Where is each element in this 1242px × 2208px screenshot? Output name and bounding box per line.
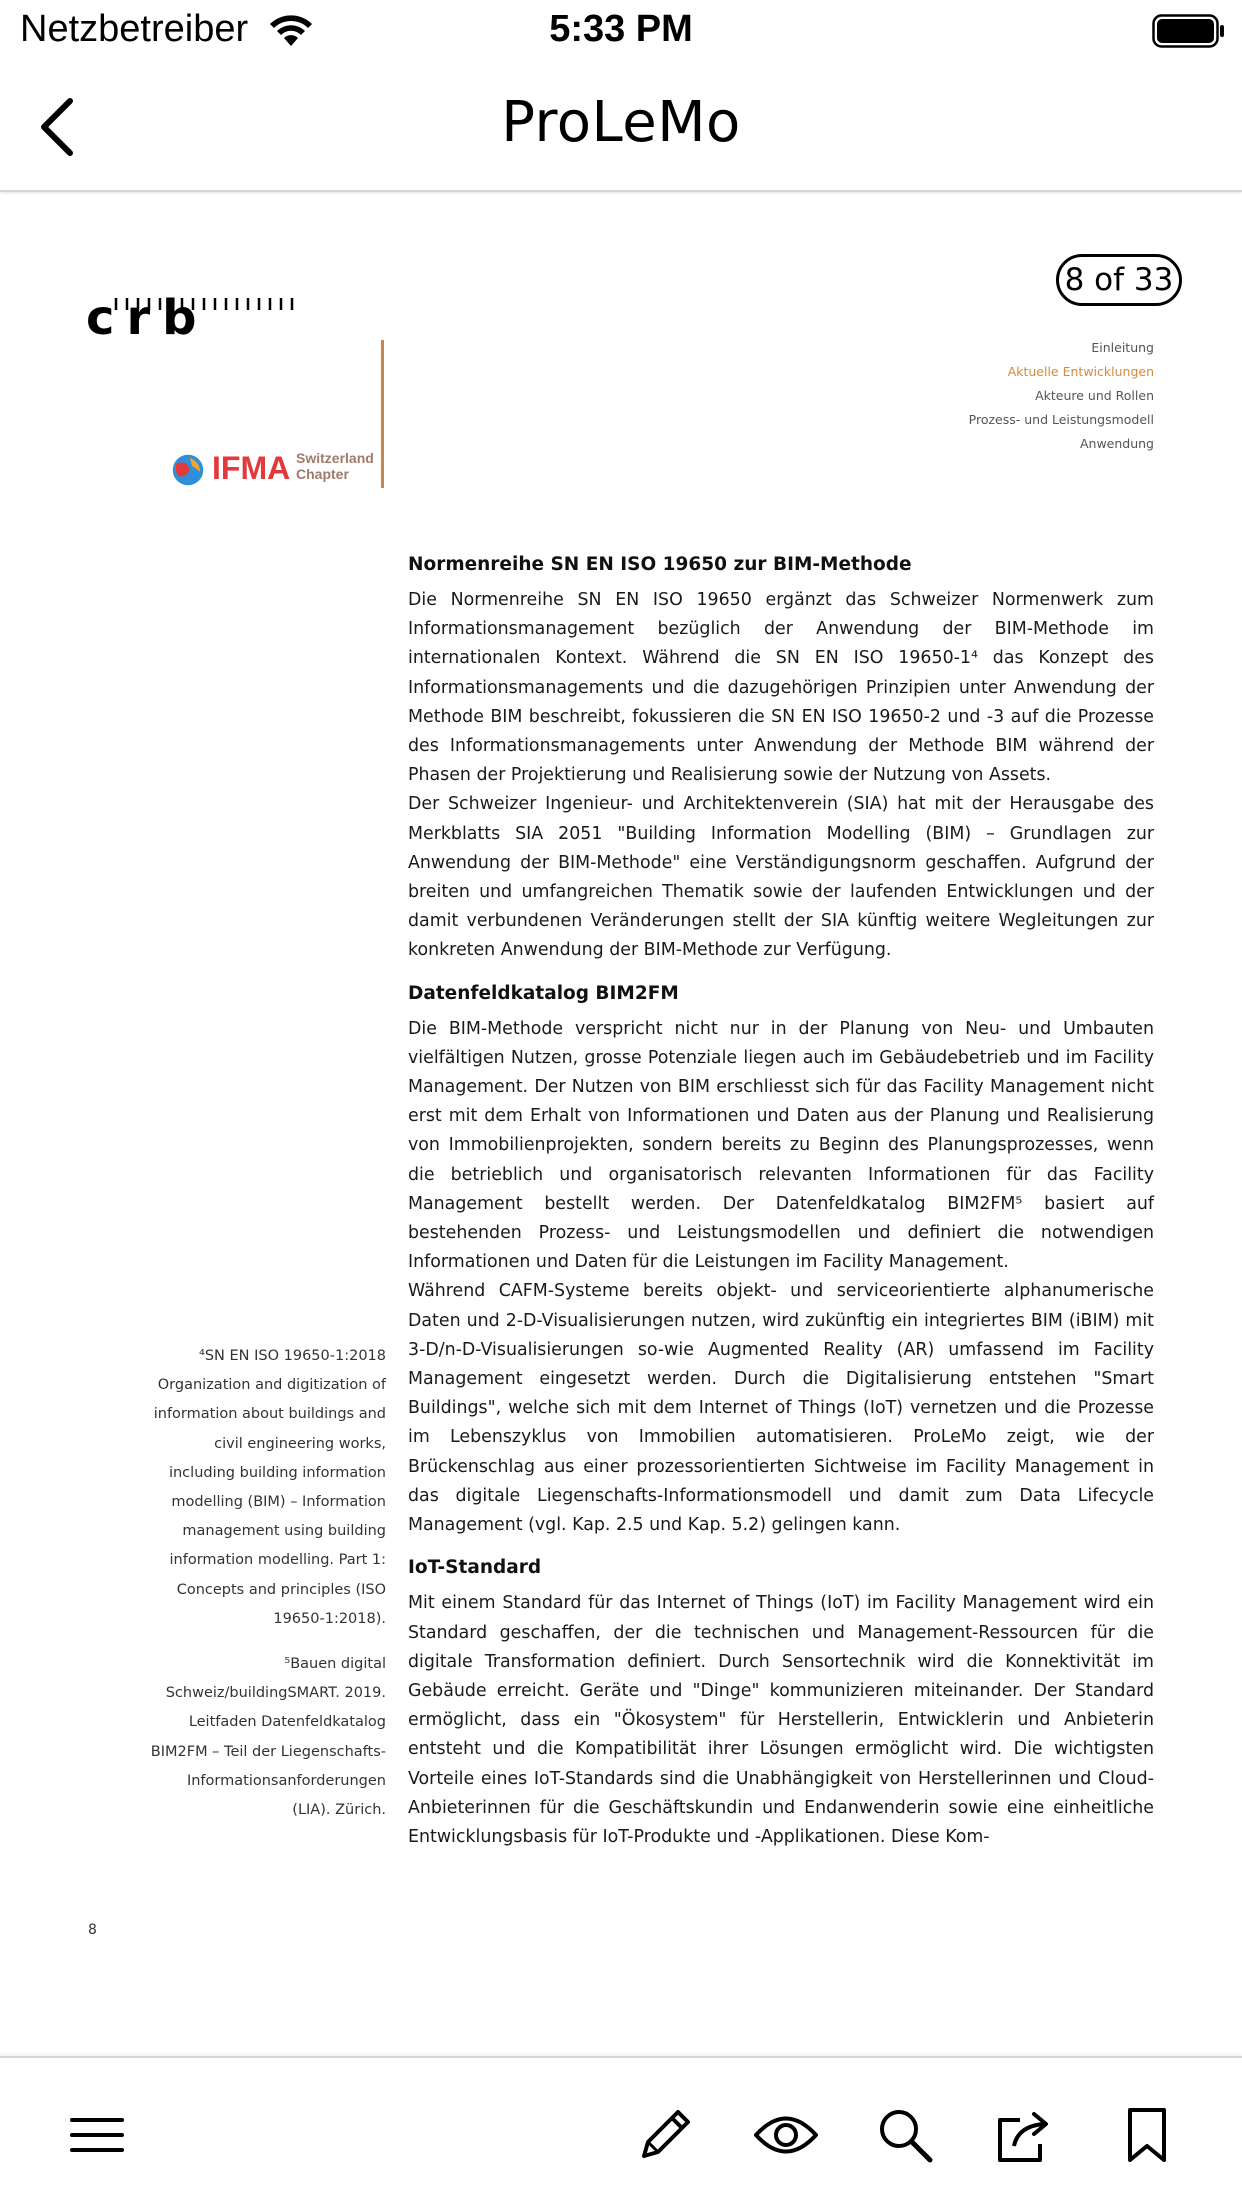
search-icon[interactable] [876,2106,934,2164]
bookmark-icon[interactable] [1118,2106,1176,2164]
page-title: ProLeMo [501,90,741,155]
ifma-subtitle: Switzerland Chapter [296,450,374,482]
chapter-toc [969,336,1154,456]
paragraph: Die Normenreihe SN EN ISO 19650 ergänzt das Schweizer Normenwerk zum Informationsmanagement bezüglich der Anwendung der BIM-Methode im internationalen Kontext. Während die SN EN ISO 19650-1⁴ das Konzept des Informationsmanagements und die dazugehörigen Prinzipien unter Anwendung der Methode BIM beschreibt, fokussieren die SN EN ISO 19650-2 und -3 auf die Prozesse des Informationsmanagements unter Anwendung der Methode BIM während der Phasen der Projektierung und Realisierung sowie der Nutzung von Assets. [408,590,1154,786]
carrier-label: Netzbetreiber [20,8,249,50]
section-bim2fm [408,979,1154,1541]
main-text-column [408,550,1154,1865]
page-number: 8 [88,1922,97,1938]
section-iot-standard [408,1553,1154,1852]
pencil-icon[interactable] [636,2106,694,2164]
eye-icon[interactable] [754,2106,818,2164]
section-heading: Normenreihe SN EN ISO 19650 zur BIM-Methode [408,554,912,575]
crb-logo-text: crb [86,294,209,346]
paragraph: Der Schweizer Ingenieur- und Architektenverein (SIA) hat mit der Herausgabe des Merkblatts SIA 2051 "Building Information Modelling (BIM) – Grundlagen zur Anwendung der BIM-Methode" eine Verständigungsnorm geschaffen. Aufgrund der breiten und umfangreichen Thematik sowie der laufenden Entwicklungen und der damit verbundenen Veränderungen stellt der SIA künftig weitere Wegleitungen zur konkreten Anwendung der BIM-Methode zur Verfügung. [408,794,1154,961]
toc-item-prozess-und-leistungsmodell[interactable]: Prozess- und Leistungsmodell [968,412,1154,427]
share-icon[interactable] [994,2106,1052,2164]
toc-item-anwendung[interactable]: Anwendung [1079,436,1154,451]
footnotes [150,1342,386,1825]
toc-item-einleitung[interactable]: Einleitung [1091,340,1154,355]
paragraph: Die BIM-Methode verspricht nicht nur in der Planung von Neu- und Umbauten vielfältigen Nutzen, grosse Potenziale liegen auch im Gebäudebetrieb und im Facility Management. Der Nutzen von BIM erschliesst sich für das Facility Management nicht erst mit dem Erhalt von Informationen und Daten aus der Planung und Realisierung von Immobilienprojekten, sondern bereits zu Beginn des Planungsprozesses, wenn die betrieblich und organisatorisch relevanten Informationen für das Facility Management bestellt werden. Der Datenfeldkatalog BIM2FM⁵ basiert auf bestehenden Prozess- und Leistungsmodellen und definiert die notwendigen Informationen und Daten für die Leistungen im Facility Management. [408,1018,1154,1273]
navigation-bar [0,62,1242,192]
battery-icon [1152,14,1226,48]
toc-item-akteure-und-rollen[interactable]: Akteure und Rollen [1035,388,1154,403]
footnote-5: ⁵Bauen digital Schweiz/buildingSMART. 2019. Leitfaden Datenfeldkatalog BIM2FM – Teil der Liegenschafts-Informationsanforderungen (LIA). Zürich. [150,1656,386,1819]
status-bar [0,0,1242,62]
footnote-4: ⁴SN EN ISO 19650-1:2018 Organization and digitization of information about buildings and civil engineering works, including building information modelling (BIM) – Information management using building information modelling. Part 1: Concepts and principles (ISO 19650-1:2018). [153,1348,386,1627]
logo-divider [381,340,384,488]
clock: 5:33 PM [549,8,693,50]
document-page[interactable] [0,194,1242,2056]
ifma-logo [170,448,380,494]
section-heading: IoT-Standard [408,1557,542,1579]
bottom-toolbar [0,2056,1242,2208]
ifma-wordmark: IFMA [212,450,291,486]
page-counter-badge: 8 of 33 [1056,254,1182,306]
paragraph: Mit einem Standard für das Internet of Things (IoT) im Facility Management wird ein Standard geschaffen, der die technischen und Management-Ressourcen für die digitale Transformation definiert. Durch Sensortechnik wird die Konnektivität im Gebäude erreicht. Geräte und "Dinge" kommunizieren miteinander. Der Standard ermöglicht, dass ein "Ökosystem" für Herstellerin, Entwicklerin und Anbieterin entsteht und die Kompatibilität ihrer Lösungen ermöglicht wird. Die wichtigsten Vorteile eines IoT-Standards sind die Unabhängigkeit von Herstellerinnen und Cloud-Anbieterinnen für die Geschäftskundin und Endanwenderin sowie eine einheitliche Entwicklungsbasis für IoT-Produkte und -Applikationen. Diese Kom- [408,1593,1154,1847]
paragraph: Während CAFM-Systeme bereits objekt- und serviceorientierte alphanumerische Daten und 2-D-Visualisierungen nutzen, wird zukünftig ein integriertes BIM (iBIM) mit 3-D/n-D-Visualisierungen so-wie Augmented Reality (AR) umfassend im Facility Management eingesetzt werden. Durch die Digitalisierung entstehen "Smart Buildings", welche sich mit dem Internet of Things (IoT) vernetzen und die Prozesse im Lebenszyklus von Immobilien automatisieren. ProLeMo zeigt, wie der Brückenschlag aus einer prozessorientierten Sichtweise im Facility Management in das digitale Liegenschafts-Informationsmodell und damit zum Data Lifecycle Management (vgl. Kap. 2.5 und Kap. 5.2) gelingen kann. [408,1281,1154,1536]
menu-icon[interactable] [68,2106,126,2164]
toc-item-aktuelle-entwicklungen[interactable]: Aktuelle Entwicklungen [1007,364,1154,379]
section-iso-19650 [408,550,1154,966]
globe-icon [170,452,206,488]
section-heading: Datenfeldkatalog BIM2FM [408,982,679,1004]
crb-logo [86,294,296,384]
